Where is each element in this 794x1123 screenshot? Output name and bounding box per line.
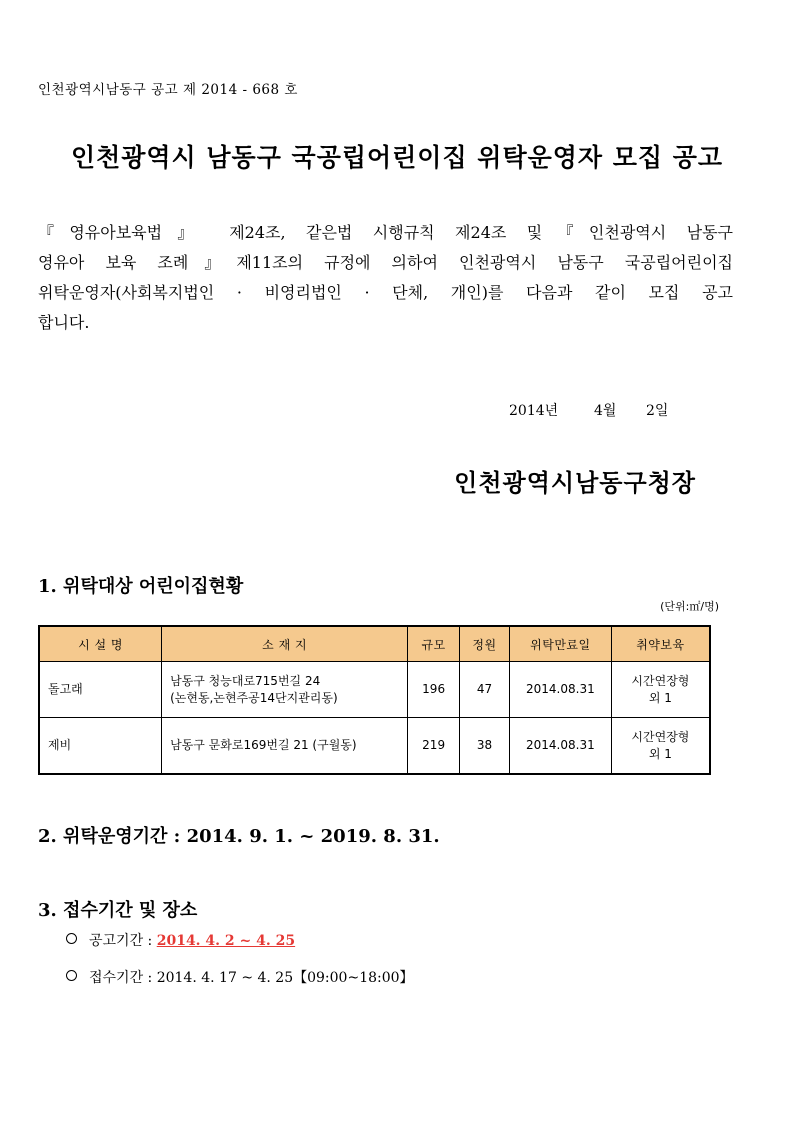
care-type-line: 시간연장형 — [631, 729, 690, 744]
cell-care-type — [611, 718, 710, 775]
header-size: 규모 — [408, 626, 460, 662]
body-line: 합니다. — [38, 313, 90, 332]
date-day: 2일 — [646, 403, 669, 419]
cell-size: 219 — [408, 718, 460, 775]
cell-care-type — [611, 662, 710, 718]
header-capacity: 정원 — [460, 626, 510, 662]
facility-table — [38, 625, 711, 775]
cell-capacity: 47 — [460, 662, 510, 718]
address-line: 남동구 청능대로715번길 24 — [170, 673, 321, 688]
care-type-line: 시간연장형 — [631, 673, 690, 688]
cell-expiry: 2014.08.31 — [509, 662, 611, 718]
header-care-type: 취약보육 — [611, 626, 710, 662]
cell-name: 제비 — [39, 718, 162, 775]
care-type-line: 외 1 — [648, 746, 672, 761]
section2-heading: 2. 위탁운영기간 : 2014. 9. 1. ~ 2019. 8. 31. — [38, 826, 440, 847]
issuer-name: 인천광역시남동구청장 — [454, 468, 696, 497]
cell-capacity: 38 — [460, 718, 510, 775]
notice-number: 인천광역시남동구 공고 제 2014 - 668 호 — [38, 82, 298, 98]
table-header-row — [39, 626, 710, 662]
date-year: 2014년 — [509, 403, 559, 419]
notice-period-value: 2014. 4. 2 ~ 4. 25 — [156, 933, 296, 949]
cell-address — [162, 718, 408, 775]
header-facility-name: 시 설 명 — [39, 626, 162, 662]
date-month: 4월 — [594, 403, 617, 419]
header-address: 소 재 지 — [162, 626, 408, 662]
cell-expiry: 2014.08.31 — [509, 718, 611, 775]
notice-period-line — [66, 930, 295, 950]
section1-heading: 1. 위탁대상 어린이집현황 — [38, 576, 244, 597]
care-type-line: 외 1 — [648, 690, 672, 705]
section3-heading: 3. 접수기간 및 장소 — [38, 900, 198, 921]
page-title: 인천광역시 남동구 국공립어린이집 위탁운영자 모집 공고 — [70, 143, 724, 172]
body-paragraph — [38, 218, 733, 338]
cell-address — [162, 662, 408, 718]
address-line: 남동구 문화로169번길 21 (구월동) — [170, 738, 357, 752]
receipt-period-text: 접수기간 : 2014. 4. 17 ~ 4. 25【09:00~18:00】 — [89, 970, 414, 986]
cell-name: 돌고래 — [39, 662, 162, 718]
circle-bullet-icon — [66, 933, 77, 944]
unit-label: (단위:㎡/명) — [660, 600, 719, 613]
body-line: 『영유아보육법』 제24조, 같은법 시행규칙 제24조 및『인천광역시 남동구 — [38, 223, 733, 242]
notice-period-label: 공고기간 : — [89, 933, 157, 949]
table-row — [39, 718, 710, 775]
header-expiry: 위탁만료일 — [509, 626, 611, 662]
cell-size: 196 — [408, 662, 460, 718]
circle-bullet-icon — [66, 970, 77, 981]
body-line: 영유아 보육 조례』제11조의 규정에 의하여 인천광역시 남동구 국공립어린이집 — [38, 253, 733, 272]
body-line: 위탁운영자(사회복지법인 · 비영리법인 · 단체, 개인)를 다음과 같이 모집 공고 — [38, 283, 733, 302]
receipt-period-line — [66, 967, 414, 987]
table-row — [39, 662, 710, 718]
address-line: (논현동,논현주공14단지관리동) — [170, 690, 338, 705]
